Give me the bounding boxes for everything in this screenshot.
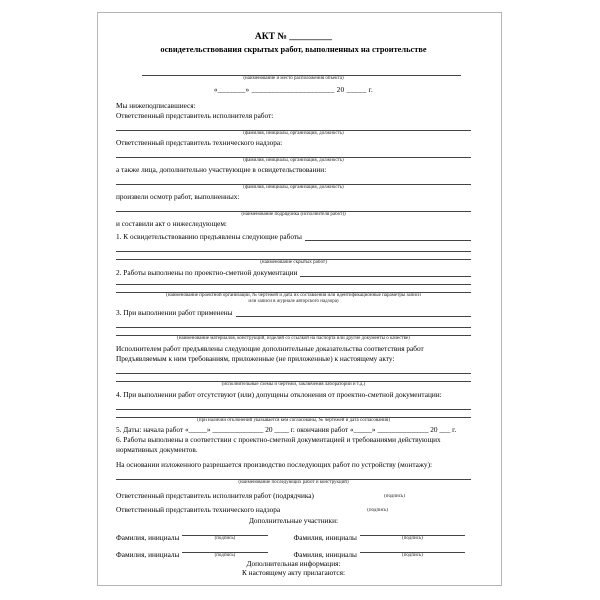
item-1 <box>116 232 471 241</box>
materials-caption: (наименование материалов, конструкций, изделий со ссылкой на паспорта или другие документы о качестве) <box>177 335 410 341</box>
signature-caption: (подпись) <box>384 493 405 499</box>
blank-line <box>116 374 471 382</box>
participants-row <box>116 544 471 559</box>
project-caption-line1: (наименование проектной организации, № чертежей и дата их составления или идентификационные параметры записи <box>166 292 421 298</box>
hidden-works-caption: (наименование скрытых работ) <box>260 260 327 266</box>
attachment-blank-line <box>139 580 457 586</box>
item-3 <box>116 308 471 317</box>
fio-caption: (фамилия, инициалы, организация, должность) <box>243 131 344 137</box>
fio-caption: (фамилия, инициалы, организация, должность) <box>243 158 344 164</box>
schemes-caption: (исполнительные схемы и чертежи, заключения лаборатории и т.д.) <box>221 381 366 387</box>
blank-field <box>236 308 471 317</box>
object-blank-line <box>142 67 461 76</box>
evidence-line2: Предъявляемым к ним требованиям, приложенные (не приложенные) к настоящему акту: <box>116 353 395 363</box>
blank-line <box>116 328 471 336</box>
blank-line <box>116 252 471 260</box>
document-content <box>98 13 501 586</box>
participants-title: Дополнительные участники: <box>248 515 339 525</box>
item-5: 5. Даты: начала работ «_____» ______________ 20 ____ г. окончания работ «_____» ______________ 20 ___ г. <box>116 424 457 434</box>
participant-label: Фамилия, инициалы <box>116 549 180 559</box>
participant-slot <box>182 544 267 559</box>
intro-executor: Ответственный представитель исполнителя работ: <box>116 111 274 121</box>
signature-caption: (подпись) <box>367 507 388 513</box>
item-6-line1: 6. Работы выполнены в соответствии с проектно-сметной документацией и требованиями действующих <box>116 434 441 444</box>
technadzor-blank-line <box>116 147 471 158</box>
participants-row <box>116 527 471 542</box>
intro-composed: и составили акт о нижеследующем: <box>116 218 227 228</box>
attachment-lines <box>139 580 457 586</box>
sign-executor-label: Ответственный представитель исполнителя работ (подрядчика) <box>116 490 314 500</box>
item-1-text: 1. К освидетельствованию предъявлены следующие работы <box>116 231 302 241</box>
object-caption: (наименование и место расположения объекта) <box>243 76 344 82</box>
signature-caption: (подпись) <box>402 535 423 541</box>
signature-caption: (подпись) <box>214 535 236 541</box>
item-2 <box>116 268 471 277</box>
participant-entry <box>116 527 294 542</box>
blank-field <box>305 232 471 241</box>
item-4: 4. При выполнении работ отсутствуют (или) допущены отклонения от проектно-сметной документации: <box>116 389 442 399</box>
signature-caption: (подпись) <box>402 552 423 558</box>
blank-line <box>116 410 471 418</box>
sign-technadzor-label: Ответственный представитель технического надзора <box>116 504 281 514</box>
evidence-line1: Исполнителем работ предъявлены следующие дополнительные доказательства соответствия работ <box>116 343 424 353</box>
item-2-text: 2. Работы выполнены по проектно-сметной документации <box>116 267 298 277</box>
intro-inspected: произвели осмотр работ, выполненных: <box>116 191 240 201</box>
blank-field <box>300 268 471 277</box>
participant-slot <box>360 527 465 542</box>
participant-label: Фамилия, инициалы <box>116 532 180 542</box>
fio-caption: (фамилия, инициалы, организация, должность) <box>243 185 344 191</box>
signature-blank-field <box>360 544 465 553</box>
document-page <box>97 12 502 586</box>
additional-info-title: Дополнительная информация: <box>246 558 341 568</box>
participant-slot <box>182 527 267 542</box>
blank-line <box>116 399 471 410</box>
date-line: «_______» _____________________ 20 _____ г. <box>213 85 374 95</box>
blank-line <box>116 241 471 252</box>
intro-we: Мы нижеподписавшиеся: <box>116 101 196 111</box>
blank-line <box>116 363 471 374</box>
signature-caption: (подпись) <box>214 552 236 558</box>
participant-entry <box>294 527 472 542</box>
signature-row-executor <box>116 491 471 500</box>
item-6-line2: нормативных документов. <box>116 444 198 454</box>
participant-slot <box>360 544 465 559</box>
executor-blank-line <box>116 120 471 131</box>
sign-executor-slot <box>318 494 471 500</box>
next-works-blank-line <box>116 469 471 480</box>
deviations-caption: (при наличии отклонений указывается кем согласованы, № чертежей и дата согласования) <box>197 417 390 423</box>
act-subtitle: освидетельствования скрытых работ, выполненных на строительстве <box>160 44 427 54</box>
contractor-blank-line <box>116 201 471 212</box>
act-title: АКТ № _________ <box>254 32 333 42</box>
participant-label: Фамилия, инициалы <box>293 532 357 542</box>
next-works-caption: (наименование последующих работ и конструкций) <box>238 479 349 485</box>
blank-line <box>116 277 471 285</box>
signature-blank-field <box>182 527 267 536</box>
signature-row-technadzor <box>116 505 471 514</box>
signature-blank-field <box>182 544 267 553</box>
blank-line <box>116 285 471 293</box>
item-3-text: 3. При выполнении работ применены <box>116 307 233 317</box>
intro-technadzor: Ответственный представитель технического надзора: <box>116 138 283 148</box>
participant-entry <box>116 544 294 559</box>
participant-entry <box>294 544 472 559</box>
permission-text: На основании изложенного разрешается производство последующих работ по устройству (монтажу): <box>116 459 433 469</box>
signature-blank-field <box>360 527 465 536</box>
attachments-title: К настоящему акту прилагаются: <box>241 567 346 577</box>
others-blank-line <box>116 174 471 185</box>
participant-label: Фамилия, инициалы <box>293 549 357 559</box>
contractor-caption: (наименование подрядчика (исполнителя работ)) <box>241 212 346 218</box>
project-caption-line2: или записи в журнале авторского надзора) <box>248 298 339 304</box>
sign-technadzor-slot <box>284 508 471 514</box>
intro-others: а также лица, дополнительно участвующие в освидетельствовании: <box>116 165 327 175</box>
blank-line <box>116 317 471 328</box>
